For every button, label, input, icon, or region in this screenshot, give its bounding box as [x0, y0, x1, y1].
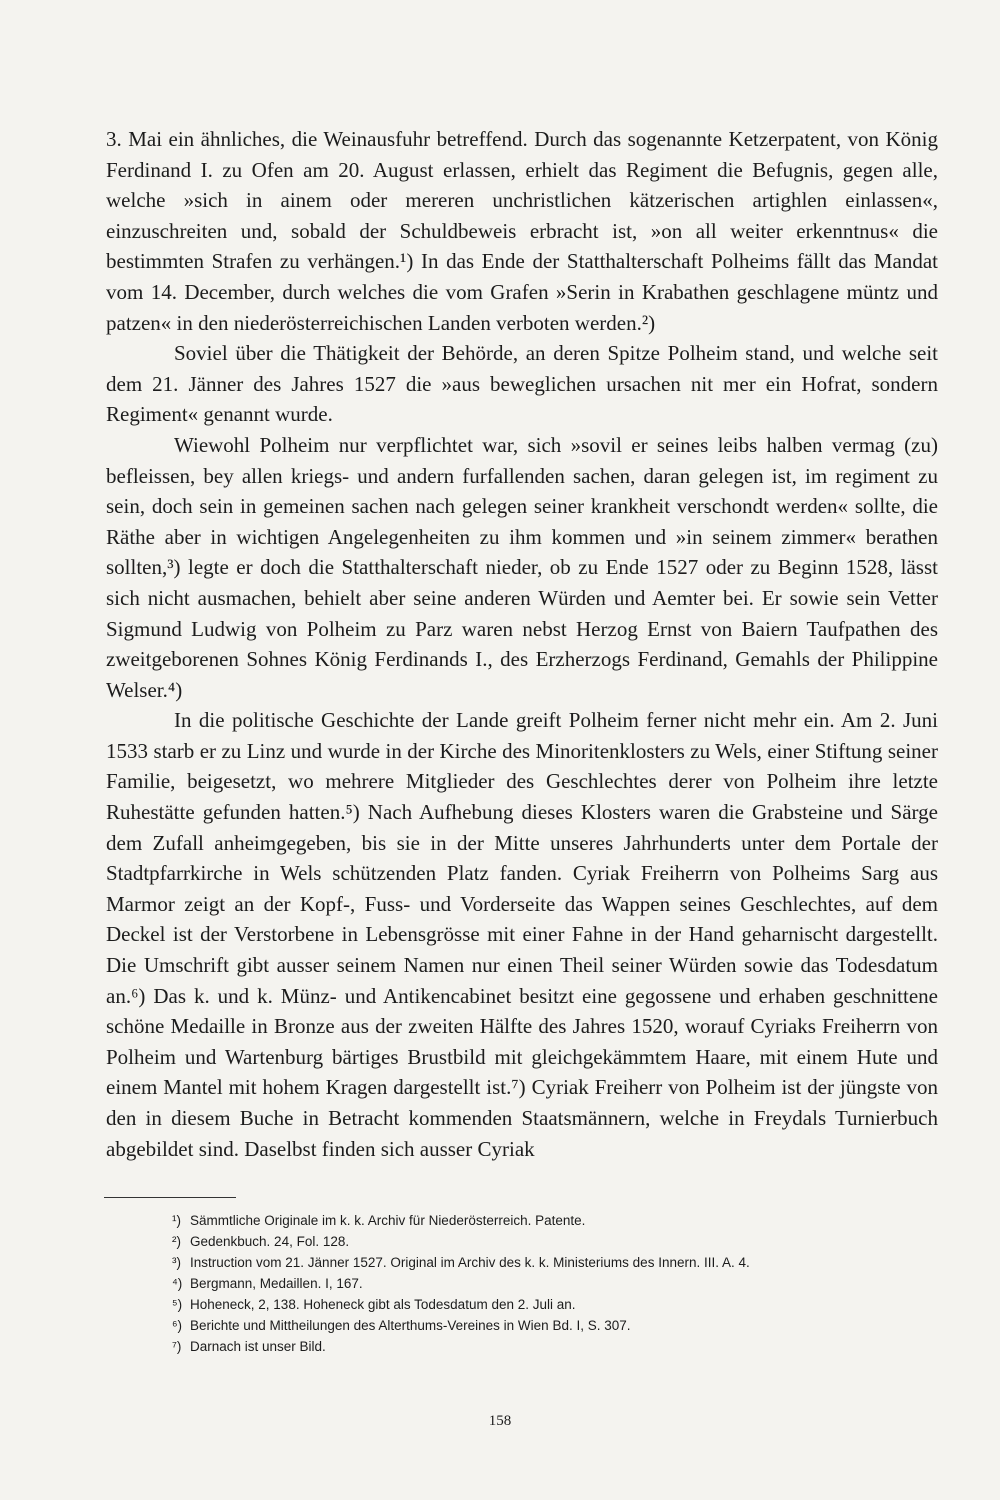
footnote-mark: ⁶): [172, 1318, 183, 1333]
footnote: [172, 1252, 872, 1273]
paragraph: In die politische Geschichte der Lande greift Polheim ferner nicht mehr ein. Am 2. Juni 1533 starb er zu Linz und wurde in der Kirche des Minoritenklosters zu Wels, einer Stiftung seiner Familie, beigesetzt, wo mehrere Mitglieder des Geschlechtes derer von Polheim ihre letzte Ruhestätte gefunden hatten.⁵) Nach Aufhebung dieses Klosters waren die Grabsteine und Särge dem Zufall anheimgegeben, bis sie in der Mitte unseres Jahrhunderts unter dem Portale der Stadtpfarrkirche in Wels schützenden Platz fanden. Cyriak Freiherrn von Polheims Sarg aus Marmor zeigt an der Kopf-, Fuss- und Vorderseite das Wappen seines Geschlechtes, auf dem Deckel ist der Verstorbene in Lebensgrösse mit einer Fahne in der Hand geharnischt dargestellt. Die Umschrift gibt ausser seinem Namen nur einen Theil seiner Würden sowie das Todesdatum an.⁶) Das k. und k. Münz- und Antikencabinet besitzt eine gegossene und erhaben geschnittene schöne Medaille in Bronze aus der zweiten Hälfte des Jahres 1520, worauf Cyriaks Freiherrn von Polheim und Wartenburg bärtiges Brustbild mit gleichgekämmtem Haare, mit einem Hute und einem Mantel mit hohem Kragen dargestellt ist.⁷) Cyriak Freiherr von Polheim ist der jüngste von den in diesem Buche in Betracht kommenden Staatsmännern, welche in Freydals Turnierbuch abgebildet sind. Daselbst finden sich ausser Cyriak: [106, 708, 938, 1161]
footnote-mark: ¹): [172, 1213, 181, 1228]
footnote-divider: [104, 1197, 236, 1198]
paragraph: Soviel über die Thätigkeit der Behörde, an deren Spitze Polheim stand, und welche seit dem 21. Jänner des Jahres 1527 die »aus beweglichen ursachen nit mer ein Hofrat, sondern Regiment« genannt wurde.: [106, 341, 938, 427]
footnote-text: Darnach ist unser Bild.: [190, 1339, 326, 1354]
footnote: [172, 1231, 872, 1252]
paragraph: Wiewohl Polheim nur verpflichtet war, sich »sovil er seines leibs halben vermag (zu) befleissen, bey allen kriegs- und andern furfallenden sachen, daran gelegen ist, im regiment zu sein, doch sein in gemeinen sachen nach gelegen seiner krankheit verschondt werden« sollte, die Räthe aber in wichtigen Angelegenheiten zu ihm kommen und »in seinem zimmer« berathen sollten,³) legte er doch die Statthalterschaft nieder, ob zu Ende 1527 oder zu Beginn 1528, lässt sich nicht ausmachen, behielt aber seine anderen Würden und Aemter bei. Er sowie sein Vetter Sigmund Ludwig von Polheim zu Parz waren nebst Herzog Ernst von Baiern Taufpathen des zweitgeborenen Sohnes König Ferdinands I., des Erzherzogs Ferdinand, Gemahls der Philippine Welser.⁴): [106, 432, 938, 702]
footnote-text: Sämmtliche Originale im k. k. Archiv für Niederösterreich. Patente.: [190, 1213, 586, 1228]
footnote-mark: ⁵): [172, 1297, 183, 1312]
footnote-text: Berichte und Mittheilungen des Alterthums-Vereines in Wien Bd. I, S. 307.: [190, 1318, 631, 1333]
footnote-mark: ⁷): [172, 1339, 182, 1354]
footnote-text: Hoheneck, 2, 138. Hoheneck gibt als Todesdatum den 2. Juli an.: [190, 1297, 576, 1312]
footnote-mark: ³): [172, 1255, 181, 1270]
footnote-text: Instruction vom 21. Jänner 1527. Original im Archiv des k. k. Ministeriums des Innern. III. A. 4.: [190, 1255, 750, 1270]
footnote-text: Gedenkbuch. 24, Fol. 128.: [190, 1234, 350, 1249]
paragraph: 3. Mai ein ähnliches, die Weinausfuhr betreffend. Durch das sogenannte Ketzerpatent, von König Ferdinand I. zu Ofen am 20. August erlassen, erhielt das Regiment die Befugnis, gegen alle, welche »sich in ainem oder mereren unchristlichen kätzerischen artighlen einlassen«, einzuschreiten und, sobald der Schuldbeweis erbracht ist, »on all weiter erkenntnus« die bestimmten Strafen zu verhängen.¹) In das Ende der Statthalterschaft Polheims fällt das Mandat vom 14. December, durch welches die vom Grafen »Serin in Krabathen geschlagene müntz und patzen« in den niederösterreichischen Landen verboten werden.²): [106, 127, 938, 335]
footnote-mark: ²): [172, 1234, 181, 1249]
footnote-text: Bergmann, Medaillen. I, 167.: [190, 1276, 363, 1291]
footnote: [172, 1336, 872, 1357]
footnote-mark: ⁴): [172, 1276, 183, 1291]
page-number: 158: [488, 1413, 512, 1429]
footnote: [172, 1294, 872, 1315]
footnote: [172, 1315, 872, 1336]
footnote-list: [172, 1210, 872, 1357]
body-text: [106, 124, 938, 1164]
footnote: [172, 1273, 872, 1294]
footnote: [172, 1210, 872, 1231]
